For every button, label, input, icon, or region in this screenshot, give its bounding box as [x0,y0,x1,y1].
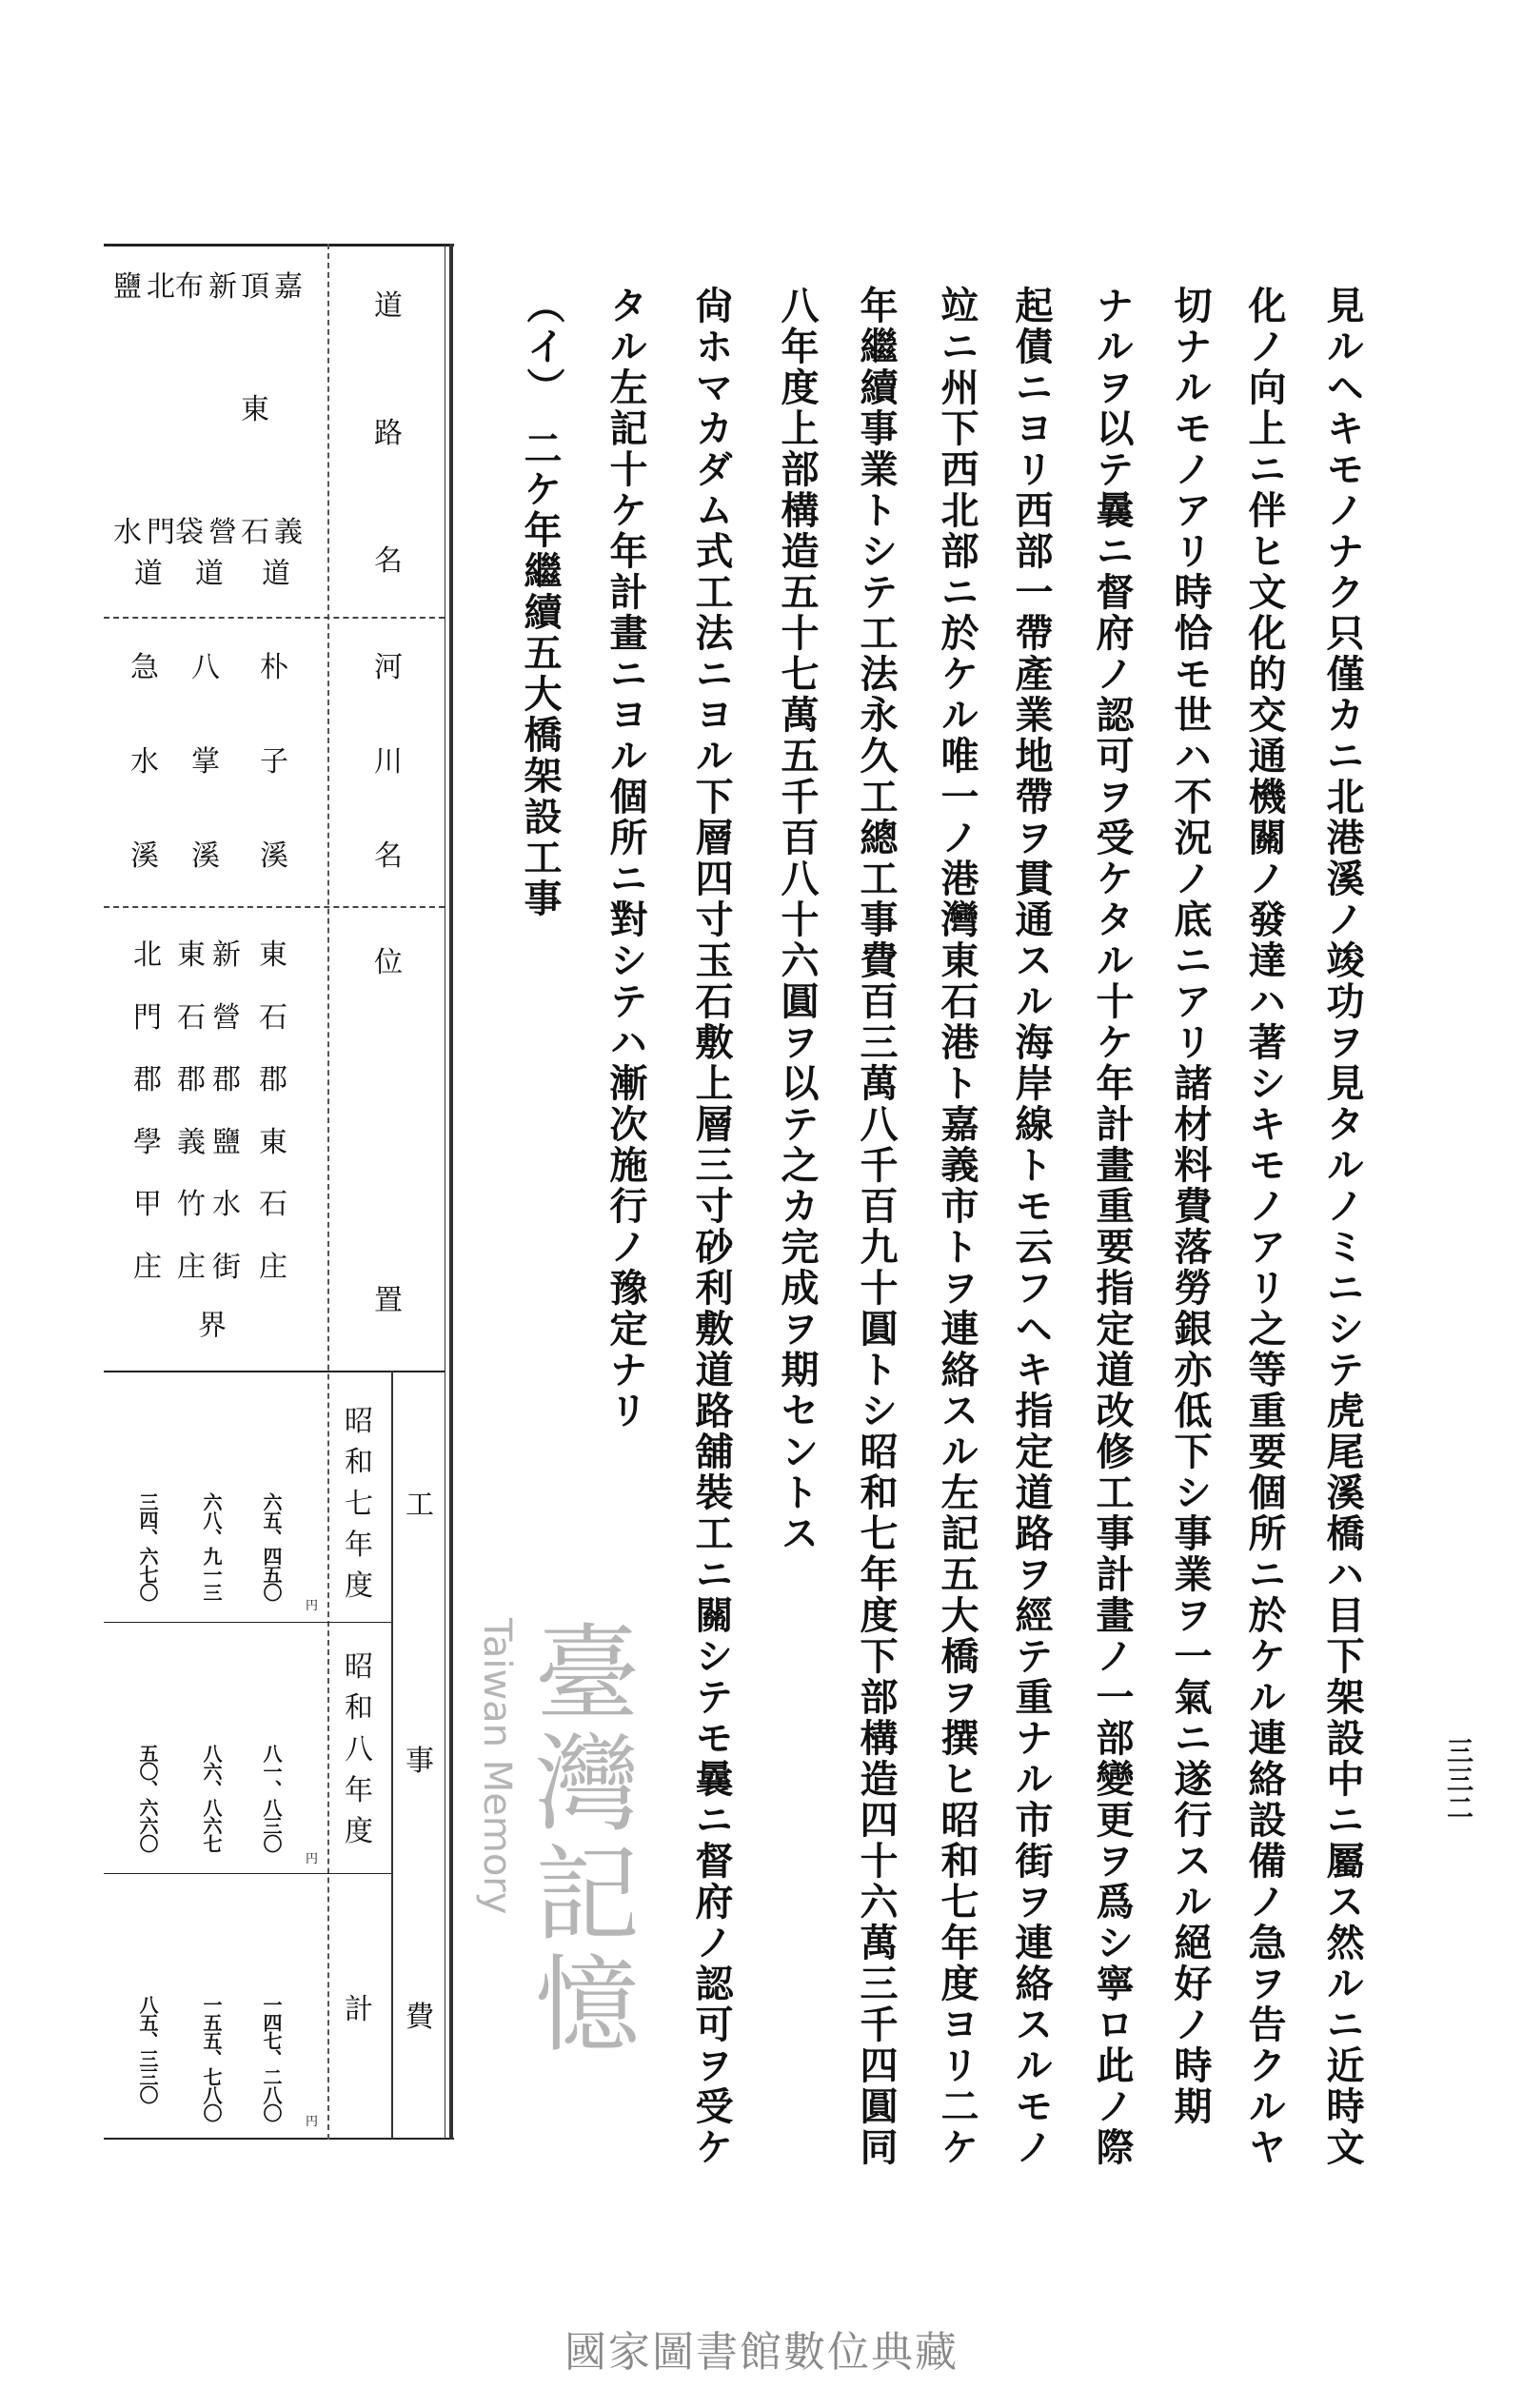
cell-char: 朴 [260,651,288,684]
road-1-suffix: 道 [256,558,289,586]
cell-char: 新 [212,938,241,972]
header-river-name [374,653,403,872]
cost-3-showa8: 五〇、六六〇 [136,1744,159,1852]
road-char: 袋 [175,516,204,549]
cell-char: 竹 [177,1188,206,1222]
table-right-rule-thick [449,244,453,2140]
location-3 [133,940,162,1283]
archive-footer: 國家圖書館數位典藏 [564,2328,959,2377]
road-1-left [241,272,269,548]
watermark-logo: 臺灣記憶 [518,1618,640,2060]
cell-char: 石 [177,1000,206,1035]
location-1 [259,940,287,1283]
table-top-rule [104,244,454,247]
cell-char: 子 [260,745,288,779]
road-char: 東 [241,393,269,426]
cell-char: 年 [345,1528,373,1562]
road-char: 營 [208,516,237,549]
header-location-top [374,948,403,986]
year7-divider [327,1622,391,1623]
cell-char: 急 [130,651,159,684]
cell-char: 郡 [133,1063,162,1097]
road-2-right [208,272,237,548]
cost-1-showa7: 六五、四五〇 [260,1492,283,1601]
river-2 [191,653,220,872]
watermark-logo-en: Taiwan Memory [475,1618,519,1915]
header-showa8 [345,1652,373,1847]
road-char: 門 [147,516,175,549]
cell-char: 學 [133,1125,162,1159]
road-char: 鹽 [113,270,142,304]
cell-char: 溪 [191,839,220,873]
road-char: 嘉 [274,270,303,304]
section-title: 二ケ年繼續五大橋架設工事 [518,428,563,919]
header-divider [327,244,329,2140]
cell-char: 鹽 [212,1125,241,1159]
cell-char: 掌 [191,745,220,779]
cell-char: 昭 [345,1405,373,1438]
cell-char: 置 [374,1284,403,1317]
cell-char: 年 [345,1773,373,1807]
cell-char: 位 [374,946,403,979]
cell-char: 名 [374,839,403,873]
header-construction-cost [405,1490,434,2033]
body-line-1: 見ルヘキモノナク只僅カニ北港溪ノ竣功ヲ見タルノミニシテ虎尾溪橋ハ目下架設中ニ屬ス然ルニ近時文 [1320,286,1365,2168]
cell-char: 事 [405,1745,434,1778]
year8-divider [327,1873,391,1874]
cell-char: 北 [133,938,162,972]
body-line-3: 切ナルモノアリ時恰モ世ハ不況ノ底ニアリ諸材料費落勞銀亦低下シ事業ヲ一氣ニ遂行スル絕好ノ時期 [1168,286,1213,2127]
cell-char: 溪 [260,839,288,873]
taiwan-memory-watermark [475,1618,640,2060]
body-line-9: 尙ホマカダム式工法ニヨル下層四寸玉石敷上層三寸砂利敷道路舖裝工ニ關シテモ曩ニ督府ノ認可ヲ受ケ [689,286,734,2168]
cost-2-showa7: 六八、九一三 [200,1492,223,1601]
body-line-5: 起債ニヨリ西部一帶產業地帶ヲ貫通スル海岸線トモ云フヘキ指定道路ヲ經テ重ナル市街ヲ連絡スルモノ [1009,286,1054,2168]
cell-char: 營 [212,1000,241,1035]
cell-char: 郡 [259,1063,287,1097]
cost-1-showa8: 八一、八三〇 [260,1744,283,1852]
body-line-7: 年繼續事業トシテ工法永久工總工事費百三萬八千百九十圓トシ昭和七年度下部構造四十六萬三千四圓同 [854,286,899,2168]
page-number: 三三二 [1443,1737,1474,1823]
road-1-right [274,272,303,548]
cell-char: 費 [405,2001,434,2034]
yen-unit-total: 円 [306,2115,319,2129]
cell-char: 路 [374,417,403,450]
section-marker: （イ） [521,286,565,408]
road-3-left [113,272,142,548]
cell-char: 郡 [177,1063,206,1097]
row-divider-location [104,1371,445,1372]
river-1 [260,653,288,872]
road-char: 北 [147,270,175,304]
cell-char: 河 [374,651,403,684]
cell-char: 石 [259,1188,287,1222]
header-road-name [374,291,403,577]
cell-char: 門 [133,1000,162,1035]
cost-2-total: 一五五、七八〇 [200,1995,223,2122]
river-3 [130,653,159,872]
cost-2-showa8: 八六、八六七 [200,1744,223,1852]
yen-unit-showa8: 円 [306,1852,319,1866]
road-char: 水 [113,516,142,549]
cost-row-divider-2 [104,1873,327,1874]
cell-char: 八 [191,651,220,684]
cell-char: 甲 [133,1188,162,1222]
cell-char: 和 [345,1691,373,1726]
road-char: 義 [274,516,303,549]
cell-char: 庄 [177,1250,206,1284]
road-char: 新 [208,270,237,304]
cell-char: 工 [405,1489,434,1522]
cost-3-total: 八五、三三〇 [136,1995,159,2103]
cell-char: 街 [212,1250,241,1284]
yen-unit-showa7: 円 [306,1599,319,1613]
cell-char: 石 [259,1000,287,1035]
cell-char: 度 [345,1569,373,1603]
cell-char: 川 [374,745,403,779]
road-char: 頂 [241,270,269,304]
cell-char: 七 [345,1487,373,1521]
cost-1-total: 一四七、二八〇 [260,1995,283,2122]
road-2-suffix: 道 [189,558,223,586]
cell-char: 度 [345,1815,373,1848]
table-bottom-rule [104,2138,454,2140]
road-3-right [147,272,175,548]
body-line-2: 化ノ向上ニ伴ヒ文化的交通機關ノ發達ハ著シキモノアリ之等重要個所ニ於ケル連絡設備ノ急ヲ告クルヤ [1242,286,1287,2168]
bridge-cost-table [104,244,454,2140]
cell-char: 和 [345,1446,373,1480]
cost-row-divider-1 [104,1622,327,1623]
header-total [345,1995,373,2027]
cell-char: 八 [345,1732,373,1767]
body-line-4: ナルヲ以テ曩ニ督府ノ認可ヲ受ケタル十ケ年計畫重要指定道改修工事計畫ノ一部變更ヲ爲シ寧ロ此ノ際 [1090,286,1135,2168]
road-3-suffix: 道 [129,558,162,586]
road-2-left [175,272,204,548]
row-divider-road [104,617,445,619]
cell-char: 水 [212,1188,241,1222]
body-line-6: 竝ニ州下西北部ニ於ケル唯一ノ港灣東石港ト嘉義市トヲ連絡スル左記五大橋ヲ撰ヒ昭和七年度ヨリ二ケ [935,286,979,2168]
location-2a [212,940,241,1283]
cell-char: 東 [259,938,287,972]
body-line-8: 八年度上部構造五十七萬五千百八十六圓ヲ以テ之カ完成ヲ期セントス [775,286,820,1554]
location-2b [177,940,206,1283]
row-divider-river [104,906,445,908]
cell-char: 水 [130,745,159,779]
cell-char: 東 [259,1125,287,1159]
road-char: 石 [241,516,269,549]
cell-char: 道 [374,289,403,323]
cell-char: 庄 [259,1250,287,1284]
cell-char: 東 [177,938,206,972]
header-showa7 [345,1407,373,1602]
cell-char: 昭 [345,1650,373,1684]
cell-char: 名 [374,544,403,578]
location-2-suffix: 界 [192,1310,226,1338]
cell-char: 郡 [212,1063,241,1097]
cost-3-showa7: 三四、六七〇 [136,1492,159,1601]
cell-char: 計 [345,1993,373,2026]
road-char: 布 [175,270,204,304]
cell-char: 庄 [133,1250,162,1284]
cell-char: 義 [177,1125,206,1159]
body-line-10: タル左記十ケ年計畫ニヨル個所ニ對シテハ漸次施行ノ豫定ナリ [603,286,648,1431]
cell-char: 溪 [130,839,159,873]
cost-subheader-divider [391,1371,393,2140]
header-location-bottom [374,1286,403,1324]
